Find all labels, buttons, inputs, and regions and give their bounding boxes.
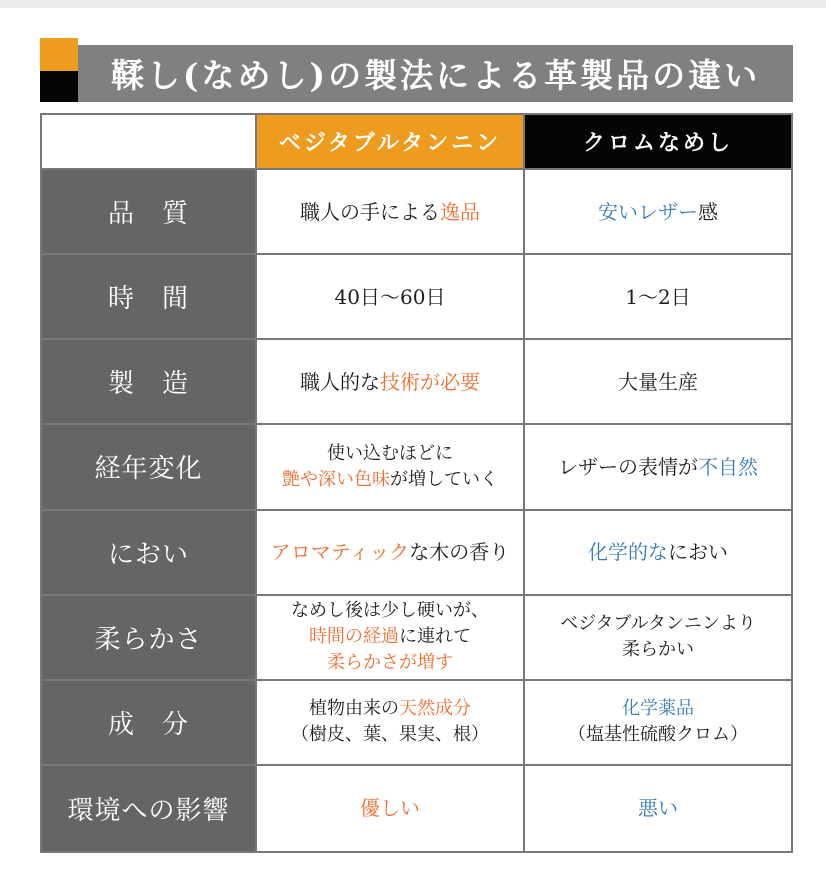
cell-line [309,624,471,650]
cell-line [558,452,758,482]
text-segment: 優しい [360,796,420,821]
text-segment: 職人の手による [300,199,440,224]
corner-cell [42,115,257,170]
cell-line [300,197,480,227]
cell-line [300,367,480,397]
column-header-chrome-tanning: クロムなめし [525,115,791,170]
cell-line [309,696,471,722]
cell-line [625,282,690,312]
chrome-cell-environment [525,766,791,851]
veg-cell-environment [257,766,525,851]
cell-line [360,793,420,823]
text-segment: 感 [698,199,718,224]
row-header-smell: におい [42,511,257,596]
row-header-time: 時 間 [42,255,257,340]
title-black-square [40,71,78,102]
veg-cell-ingredients [257,681,525,766]
top-border-strip [0,0,826,8]
veg-cell-time [257,255,525,340]
text-segment: （樹皮、葉、果実、根） [291,724,489,746]
chrome-cell-softness [525,596,791,681]
row-header-ingredients: 成 分 [42,681,257,766]
cell-line [327,441,453,467]
cell-line [568,722,748,748]
veg-cell-smell [257,511,525,596]
veg-cell-softness [257,596,525,681]
text-segment: 1〜2日 [625,284,691,309]
text-segment: 職人的な [300,369,380,394]
text-segment: 技術が必要 [380,369,480,394]
row-header-aging: 経年変化 [42,425,257,510]
page-title: 鞣し(なめし)の製法による革製品の違い [110,56,761,95]
cell-line [598,197,718,227]
text-segment: 化学薬品 [622,698,694,720]
chrome-cell-time [525,255,791,340]
text-segment: におい [668,540,728,565]
cell-line [291,598,489,624]
row-header-softness: 柔らかさ [42,596,257,681]
text-segment: 植物由来の [309,698,399,720]
chrome-cell-aging [525,425,791,510]
text-segment: 逸品 [440,199,480,224]
text-segment: 柔らかさが増す [327,652,453,674]
text-segment: 40日〜60日 [334,284,446,309]
title-orange-square [40,38,78,71]
text-segment: なめし後は少し硬いが、 [291,600,489,622]
veg-cell-manufacturing [257,340,525,425]
cell-line [282,467,498,493]
cell-line [638,793,678,823]
chrome-cell-smell [525,511,791,596]
title-squares [40,38,78,102]
cell-line [335,282,446,312]
text-segment: な木の香り [409,540,510,565]
text-segment: 時間の経過 [309,626,399,648]
chrome-cell-manufacturing [525,340,791,425]
cell-line [618,367,698,397]
text-segment: 安いレザー [598,199,698,224]
cell-line [291,722,489,748]
text-segment: 柔らかい [622,639,694,661]
text-segment: 不自然 [698,454,758,479]
cell-line [588,537,728,567]
text-segment: 使い込むほどに [327,442,453,464]
text-segment: に連れて [399,626,471,648]
row-header-environment: 環境への影響 [42,766,257,851]
column-header-vegetable-tannin: ベジタブルタンニン [257,115,525,170]
text-segment: レザーの表情が [558,454,698,479]
text-segment: ベジタブルタンニンより [560,613,756,635]
title-bar [78,45,793,102]
row-header-quality: 品 質 [42,170,257,255]
text-segment: （塩基性硫酸クロム） [568,724,748,746]
text-segment: 艶や深い色味 [282,468,390,490]
text-segment: アロマティック [270,540,410,565]
text-segment: 大量生産 [618,369,698,394]
text-segment: 化学的な [588,540,668,565]
cell-line [622,637,694,663]
comparison-table [40,113,793,853]
text-segment: が増していく [390,468,498,490]
row-header-manufacturing: 製 造 [42,340,257,425]
text-segment: 天然成分 [399,698,471,720]
cell-line [271,537,509,567]
veg-cell-quality [257,170,525,255]
chrome-cell-ingredients [525,681,791,766]
cell-line [622,696,694,722]
chrome-cell-quality [525,170,791,255]
veg-cell-aging [257,425,525,510]
cell-line [560,611,756,637]
text-segment: 悪い [638,796,678,821]
title-block [40,38,793,102]
cell-line [327,650,453,676]
